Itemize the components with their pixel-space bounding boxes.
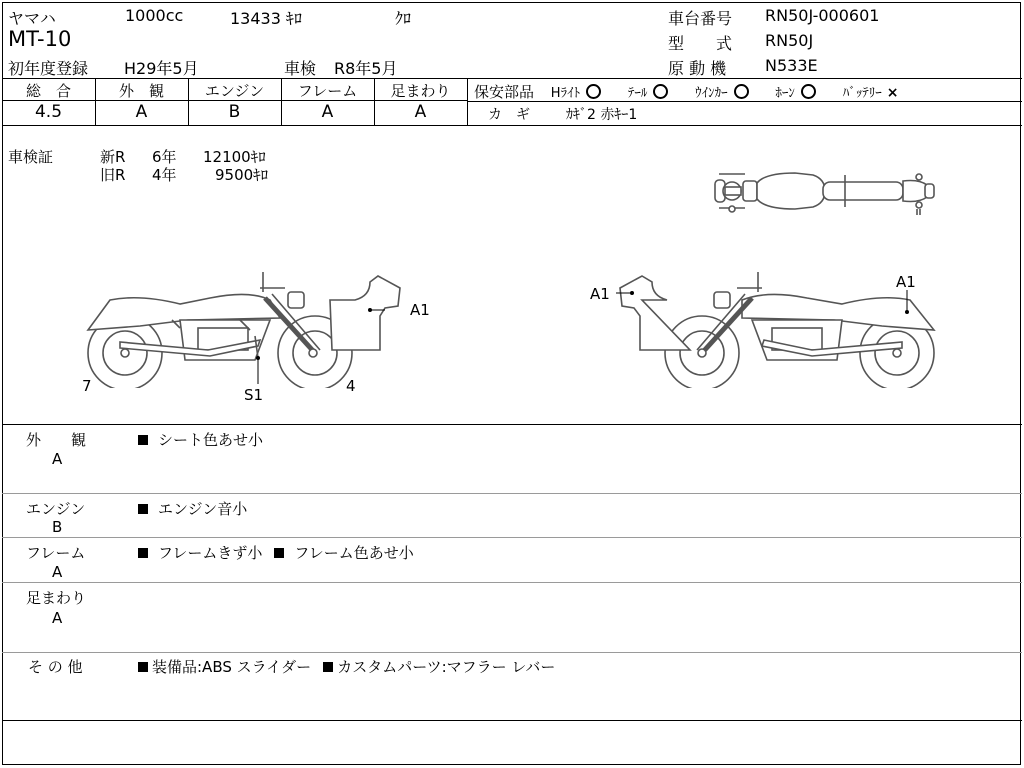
grade-header-frame: フレーム bbox=[297, 82, 358, 100]
note-engine-label: エンジン bbox=[26, 500, 86, 518]
key-label: カ ギ bbox=[488, 107, 530, 123]
ok-circle-icon bbox=[653, 84, 668, 99]
safety-parts bbox=[474, 81, 898, 102]
bullet-icon bbox=[323, 662, 333, 672]
note-exterior-label: 外 観 bbox=[26, 431, 87, 449]
color: ｸﾛ bbox=[395, 9, 412, 28]
grade-header-suspension: 足まわり bbox=[390, 82, 451, 100]
mark-right-a1-rear: A1 bbox=[896, 273, 916, 291]
certificate-old-label: 旧R bbox=[100, 166, 126, 184]
notes-bottom-line bbox=[2, 720, 1022, 721]
ng-cross-icon: × bbox=[886, 85, 899, 101]
type-value: RN50J bbox=[765, 31, 814, 50]
note-other-items: 装備品:ABS スライダー カスタムパーツ:マフラー レバー bbox=[138, 656, 555, 677]
certificate-old-km: 9500ｷﾛ bbox=[215, 166, 269, 184]
note-frame-grade: A bbox=[52, 563, 63, 581]
certificate-new-years: 6年 bbox=[152, 148, 177, 166]
first-registration-label: 初年度登録 bbox=[8, 59, 89, 78]
note-frame-items: フレームきず小 フレーム色あせ小 bbox=[138, 542, 414, 563]
motorcycle-left-view-icon bbox=[80, 268, 405, 388]
key-value: ｶｷﾞ2 赤ｷｰ1 bbox=[566, 107, 638, 123]
note-exterior-grade: A bbox=[52, 450, 63, 468]
grade-header-exterior: 外 観 bbox=[118, 82, 164, 100]
safety-headlight: Hﾗｲﾄ bbox=[551, 82, 601, 101]
bullet-icon bbox=[274, 548, 284, 558]
model-name: MT-10 bbox=[8, 27, 72, 51]
motorcycle-top-view-icon bbox=[705, 165, 940, 217]
grade-table-bottom-line bbox=[2, 125, 1022, 126]
motorcycle-right-view-icon bbox=[612, 268, 942, 388]
note-suspension-grade: A bbox=[52, 609, 63, 627]
notes-top-line bbox=[2, 424, 1022, 425]
mileage: 13433 ｷﾛ bbox=[230, 9, 302, 28]
grade-table-top-line bbox=[2, 78, 1022, 79]
mark-left-a1: A1 bbox=[410, 301, 430, 319]
safety-winker: ｳｲﾝｶｰ bbox=[695, 82, 749, 101]
ok-circle-icon bbox=[734, 84, 749, 99]
grade-overall: 4.5 bbox=[34, 102, 63, 122]
frame-number-label: 車台番号 bbox=[668, 9, 733, 28]
mark-left-s1: S1 bbox=[244, 386, 264, 404]
engine-model-value: N533E bbox=[765, 56, 818, 75]
note-exterior-items: シート色あせ小 bbox=[138, 429, 263, 450]
maker: ヤマハ bbox=[8, 9, 56, 28]
note-frame-label: フレーム bbox=[26, 544, 86, 562]
grade-exterior: A bbox=[135, 102, 148, 122]
first-registration-value: H29年5月 bbox=[124, 59, 199, 78]
type-label: 型 式 bbox=[668, 34, 733, 53]
engine-model-label: 原 動 機 bbox=[668, 59, 727, 78]
grade-engine: B bbox=[228, 102, 241, 122]
inspection-value: R8年5月 bbox=[334, 59, 398, 78]
bullet-icon bbox=[138, 504, 148, 514]
frame-number-value: RN50J-000601 bbox=[765, 6, 880, 25]
bullet-icon bbox=[138, 662, 148, 672]
mark-right-a1-bag: A1 bbox=[590, 285, 610, 303]
bullet-icon bbox=[138, 435, 148, 445]
safety-tail: ﾃｰﾙ bbox=[628, 82, 669, 101]
grade-suspension: A bbox=[414, 102, 427, 122]
certificate-label: 車検証 bbox=[8, 148, 54, 166]
inspection-label: 車検 bbox=[284, 59, 317, 78]
mark-left-4: 4 bbox=[346, 377, 356, 395]
certificate-new-km: 12100ｷﾛ bbox=[203, 148, 266, 166]
safety-parts-label: 保安部品 bbox=[474, 83, 535, 101]
note-suspension-label: 足まわり bbox=[26, 589, 87, 607]
displacement: 1000cc bbox=[125, 6, 184, 25]
note-other-label: そ の 他 bbox=[28, 658, 83, 676]
safety-horn: ﾎｰﾝ bbox=[775, 82, 816, 101]
ok-circle-icon bbox=[801, 84, 816, 99]
note-engine-grade: B bbox=[52, 518, 63, 536]
grade-header-engine: エンジン bbox=[204, 82, 265, 100]
certificate-old-years: 4年 bbox=[152, 166, 177, 184]
grade-header-overall: 総 合 bbox=[25, 82, 71, 100]
ok-circle-icon bbox=[586, 84, 601, 99]
safety-battery: ﾊﾞｯﾃﾘｰ × bbox=[842, 85, 899, 101]
mark-left-7: 7 bbox=[82, 377, 92, 395]
bullet-icon bbox=[138, 548, 148, 558]
certificate-new-label: 新R bbox=[100, 148, 126, 166]
grade-frame: A bbox=[321, 102, 334, 122]
note-engine-items: エンジン音小 bbox=[138, 498, 247, 519]
